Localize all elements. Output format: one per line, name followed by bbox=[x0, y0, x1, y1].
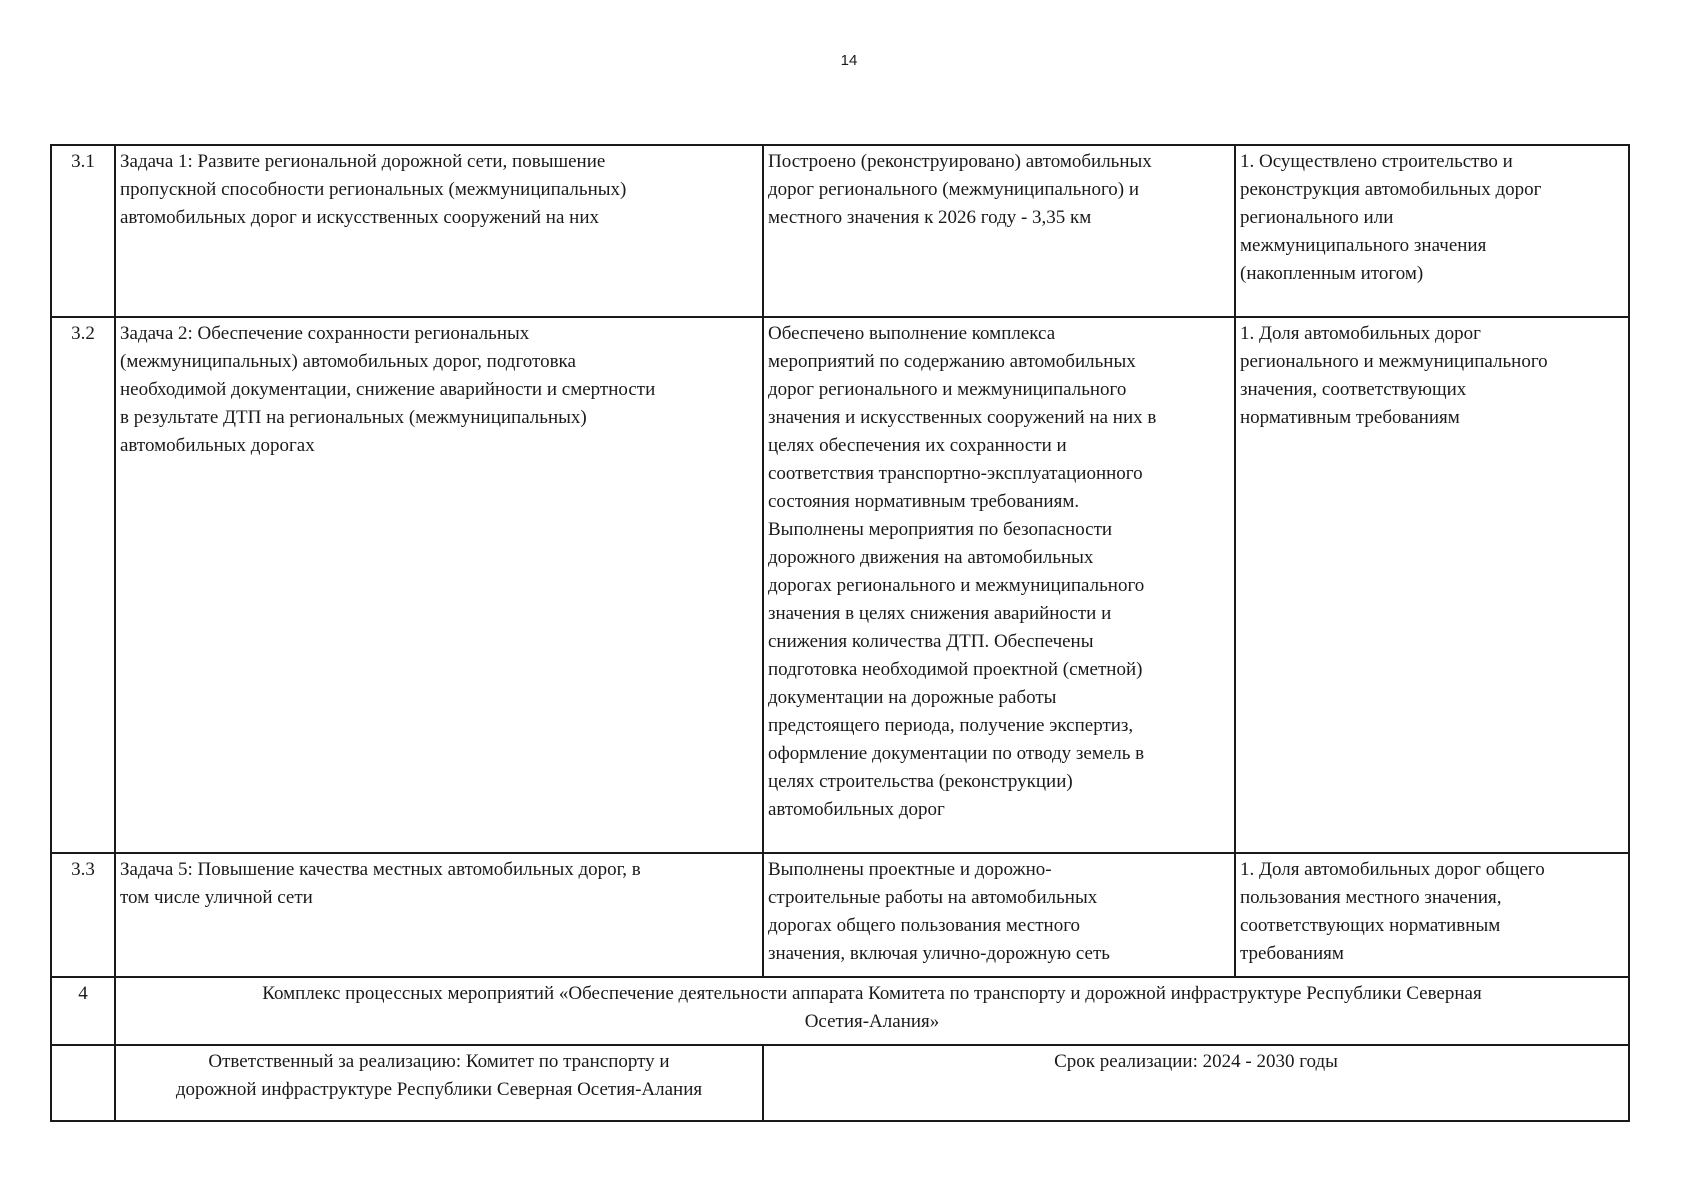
row-number: 4 bbox=[51, 977, 115, 1045]
task-cell: Задача 2: Обеспечение сохранности региональных (межмуниципальных) автомобильных дорог, подготовка необходимой документации, снижение аварийности и смертности в результате ДТП на региональных (межмуниципальных) автомобильных дорогах bbox=[115, 317, 763, 853]
row-number: 3.1 bbox=[51, 145, 115, 317]
result-cell: Выполнены проектные и дорожно- строительные работы на автомобильных дорогах общего пользования местного значения, включая улично-дорожную сеть bbox=[763, 853, 1235, 977]
complex-title: Комплекс процессных мероприятий «Обеспечение деятельности аппарата Комитета по транспорту и дорожной инфраструктуре Республики Северная Осетия-Алания» bbox=[115, 977, 1629, 1045]
table-row bbox=[51, 1045, 1629, 1121]
indicator-cell: 1. Осуществлено строительство и реконструкция автомобильных дорог регионального или межмуниципального значения (накопленным итогом) bbox=[1235, 145, 1629, 317]
page-number: 14 bbox=[840, 52, 858, 69]
row-number: 3.2 bbox=[51, 317, 115, 853]
task-cell: Задача 5: Повышение качества местных автомобильных дорог, в том числе уличной сети bbox=[115, 853, 763, 977]
result-cell: Обеспечено выполнение комплекса мероприятий по содержанию автомобильных дорог регионального и межмуниципального значения и искусственных сооружений на них в целях обеспечения их сохранности и соответствия транспортно-эксплуатационного состояния нормативным требованиям. Выполнены мероприятия по безопасности дорожного движения на автомобильных дорогах регионального и межмуниципального значения в целях снижения аварийности и снижения количества ДТП. Обеспечены подготовка необходимой проектной (сметной) документации на дорожные работы предстоящего периода, получение экспертиз, оформление документации по отводу земель в целях строительства (реконструкции) автомобильных дорог bbox=[763, 317, 1235, 853]
responsible-cell: Ответственный за реализацию: Комитет по транспорту и дорожной инфраструктуре Республики Северная Осетия-Алания bbox=[115, 1045, 763, 1121]
empty-cell bbox=[51, 1045, 115, 1121]
indicator-cell: 1. Доля автомобильных дорог регионального и межмуниципального значения, соответствующих нормативным требованиям bbox=[1235, 317, 1629, 853]
table-row bbox=[51, 977, 1629, 1045]
table-row bbox=[51, 853, 1629, 977]
result-cell: Построено (реконструировано) автомобильных дорог регионального (межмуниципального) и местного значения к 2026 году - 3,35 км bbox=[763, 145, 1235, 317]
table-row bbox=[51, 145, 1629, 317]
period-cell: Срок реализации: 2024 - 2030 годы bbox=[763, 1045, 1629, 1121]
row-number: 3.3 bbox=[51, 853, 115, 977]
indicator-cell: 1. Доля автомобильных дорог общего пользования местного значения, соответствующих нормативным требованиям bbox=[1235, 853, 1629, 977]
table-row bbox=[51, 317, 1629, 853]
task-cell: Задача 1: Развите региональной дорожной сети, повышение пропускной способности региональных (межмуниципальных) автомобильных дорог и искусственных сооружений на них bbox=[115, 145, 763, 317]
plan-table bbox=[50, 144, 1630, 1122]
